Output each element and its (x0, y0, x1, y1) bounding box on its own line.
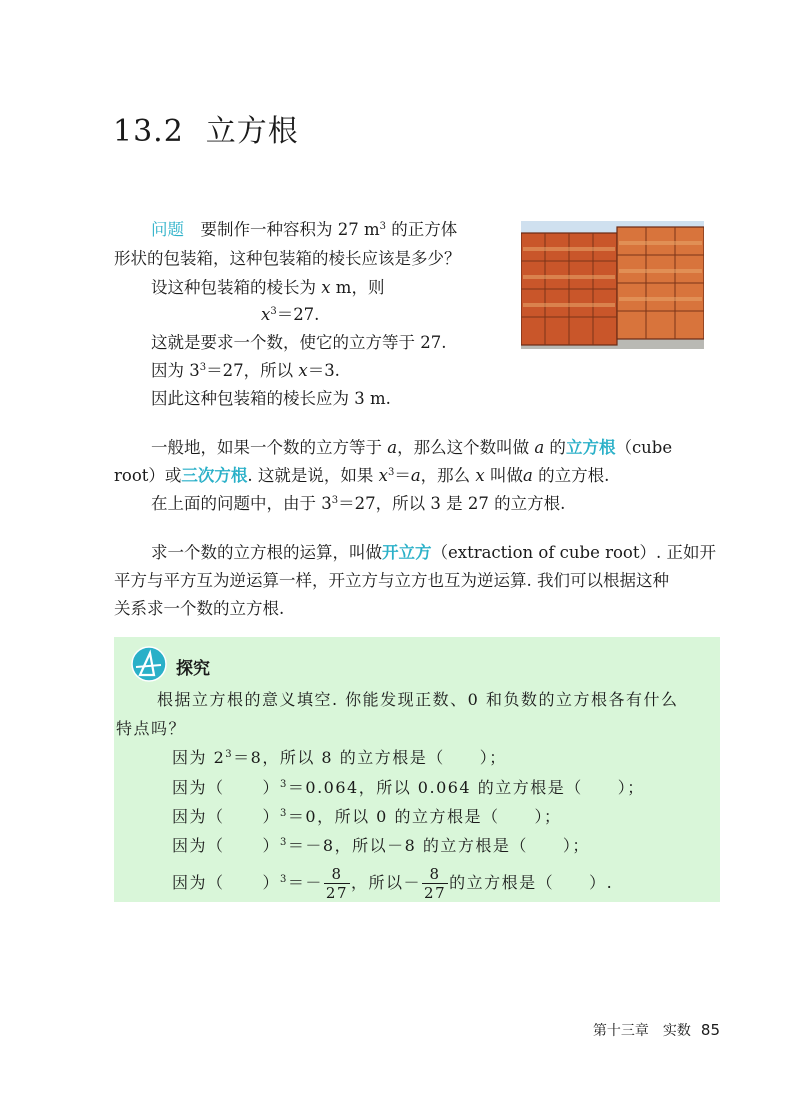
chapter-label: 第十三章 实数 (592, 1023, 691, 1039)
explore-row-2: 因为（ ）$^3$＝0.064，所以 0.064 的立方根是（ ）； (172, 778, 645, 797)
problem-line-7: 因此这种包装箱的棱长应为 3 m. (151, 389, 391, 408)
explore-intro-2: 特点吗？ (116, 719, 187, 738)
problem-line-2: 形状的包装箱，这种包装箱的棱长应该是多少？ (114, 249, 461, 268)
problem-line-3: 设这种包装箱的棱长为 x m，则 (151, 278, 385, 297)
section-name: 立方根 (205, 114, 299, 149)
problem-line-1: 问题 要制作一种容积为 27 $m^3$ 的正方体 (151, 220, 458, 239)
term-cube-root: 立方根 (565, 438, 616, 457)
term-third-root: 三次方根 (181, 466, 248, 485)
fraction-8-27: $\frac{8}{27}$ (325, 865, 349, 902)
explore-icon (130, 645, 168, 687)
operation-line-3: 关系求一个数的立方根. (114, 599, 285, 618)
definition-line-3: 在上面的问题中，由于 $3^3=27$，所以 3 是 27 的立方根. (151, 494, 566, 513)
problem-label: 问题 (151, 220, 184, 239)
definition-line-1: 一般地，如果一个数的立方等于 a，那么这个数叫做 a 的立方根（cube (151, 438, 673, 457)
operation-line-2: 平方与平方互为逆运算一样，开立方与立方也互为逆运算. 我们可以根据这种 (114, 571, 669, 590)
page-number: 85 (700, 1021, 720, 1039)
explore-row-5: 因为（ ）$^3$＝－ $\frac{8}{27}$ ，所以－ $\frac{8}{27}$ 的立方根是（ ）. (172, 865, 614, 902)
crates-photo (521, 221, 704, 349)
explore-title: 探究 (176, 659, 210, 679)
term-extraction: 开立方 (382, 543, 432, 562)
explore-row-4: 因为（ ）$^3$＝－8，所以－8 的立方根是（ ）； (172, 836, 590, 855)
definition-line-2: root）或三次方根. 这就是说，如果 $x^3=a$，那么 x 叫做a 的立方根. (114, 466, 610, 485)
operation-line-1: 求一个数的立方根的运算，叫做开立方（extraction of cube root）. 正如开 (151, 543, 716, 562)
page-footer (593, 1020, 720, 1040)
explore-intro-1: 根据立方根的意义填空. 你能发现正数、0 和负数的立方根各有什么 (157, 690, 679, 709)
explore-box (114, 637, 720, 902)
equation: $x^3=27$. (261, 305, 320, 324)
section-title (113, 106, 299, 150)
problem-line-5: 这就是要求一个数，使它的立方等于 27. (151, 333, 447, 352)
section-number: 13.2 (113, 114, 184, 149)
fraction-8-27-second: $\frac{8}{27}$ (424, 865, 447, 902)
explore-row-1: 因为 $2^3=8$，所以 8 的立方根是（ ）； (172, 748, 507, 767)
problem-line-6: 因为 $3^3=27$，所以 x＝3. (151, 361, 340, 380)
explore-row-3: 因为（ ）$^3$＝0，所以 0 的立方根是（ ）； (172, 807, 562, 826)
